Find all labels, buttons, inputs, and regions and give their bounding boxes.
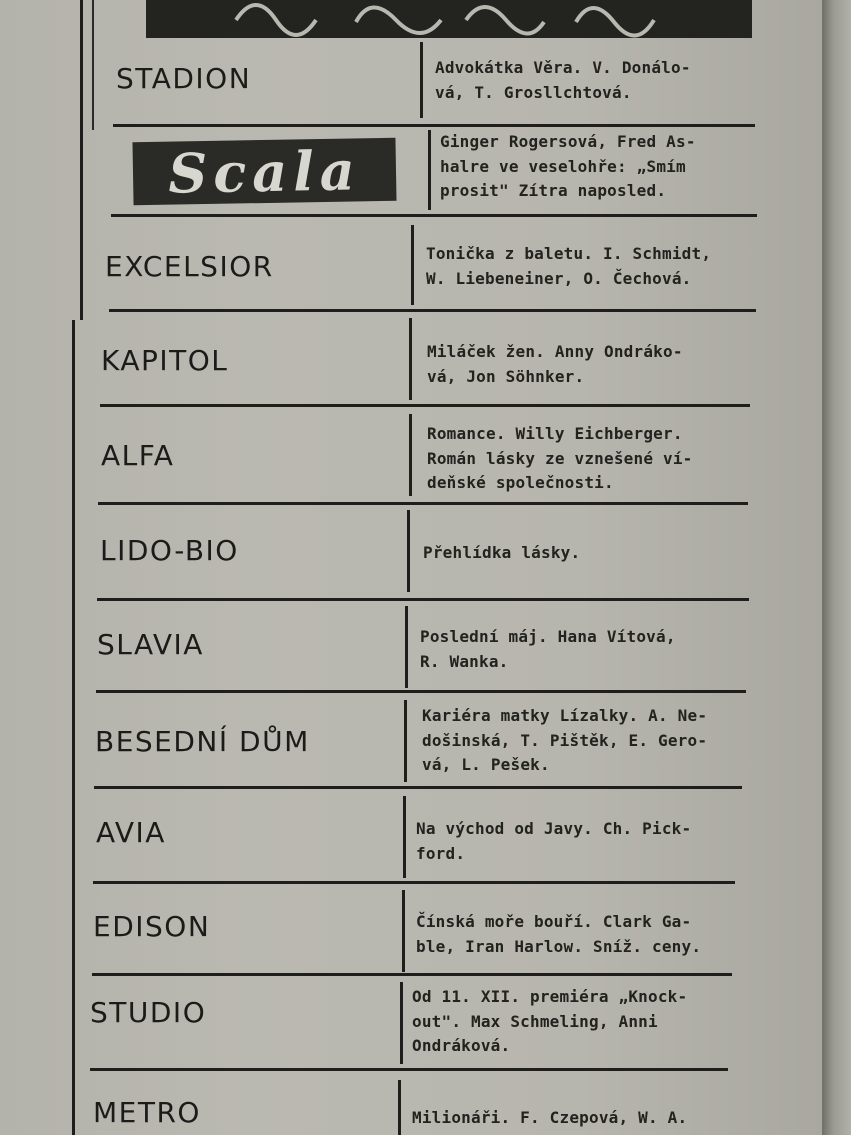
description-line: Tonička z baletu. I. Schmidt, (426, 244, 712, 263)
description-line: Milionáři. F. Czepová, W. A. (412, 1108, 688, 1127)
description-line: Kariéra matky Lízalky. A. Ne- (422, 706, 708, 725)
program-description (435, 56, 691, 105)
program-description (427, 422, 693, 496)
column-divider (420, 42, 423, 118)
description-line: Ondráková. (412, 1036, 511, 1055)
column-divider (409, 318, 412, 400)
description-line: out". Max Schmeling, Anni (412, 1011, 658, 1031)
row-rule (111, 214, 757, 217)
page-edge-shadow (822, 0, 851, 1135)
column-divider (402, 890, 405, 972)
cinema-name: EDISON (93, 910, 211, 943)
program-description (416, 817, 691, 866)
cinema-name: LIDO-BIO (100, 534, 239, 567)
description-line: prosit" Zítra naposled. (440, 181, 667, 200)
description-line: Román lásky ze vznešené ví- (427, 448, 693, 468)
cinema-name: ALFA (101, 439, 175, 472)
column-divider (409, 414, 412, 496)
description-line: došinská, T. Pištěk, E. Gero- (422, 730, 708, 750)
column-divider (411, 225, 414, 305)
row-rule (97, 598, 749, 601)
row-rule (98, 502, 748, 505)
program-description (423, 541, 580, 566)
program-description (422, 704, 707, 778)
description-line: Na východ od Javy. Ch. Pick- (416, 819, 692, 838)
cinema-name: METRO (93, 1096, 201, 1129)
cinema-name: STUDIO (90, 996, 207, 1029)
program-description (426, 242, 711, 291)
description-line: Čínská moře bouří. Clark Ga- (416, 912, 692, 931)
row-rule (93, 881, 735, 884)
cinema-name: STADION (116, 62, 252, 95)
program-description (427, 340, 683, 389)
row-rule (100, 404, 750, 407)
column-divider (400, 982, 403, 1064)
header-banner (146, 0, 752, 38)
row-rule (109, 309, 756, 312)
margin-rule (92, 0, 94, 130)
description-line: Přehlídka lásky. (423, 543, 581, 562)
column-divider (404, 700, 407, 782)
program-description (420, 625, 676, 674)
column-divider (398, 1080, 401, 1135)
description-line: ble, Iran Harlow. Sníž. ceny. (416, 936, 702, 956)
program-description (416, 910, 701, 959)
description-line: Ginger Rogersová, Fred As- (440, 132, 696, 151)
row-rule (96, 690, 746, 693)
description-line: deňské společnosti. (427, 473, 614, 492)
margin-rule (80, 0, 83, 320)
description-line: Romance. Willy Eichberger. (427, 424, 683, 443)
program-description (412, 1106, 687, 1131)
scala-logo-text: Scala (167, 137, 362, 206)
description-line: Advokátka Věra. V. Donálo- (435, 58, 691, 77)
cinema-name: BESEDNÍ DŮM (95, 725, 310, 758)
program-description (412, 985, 687, 1059)
description-line: vá, Jon Söhnker. (427, 366, 585, 386)
row-rule (90, 1068, 728, 1071)
description-line: Od 11. XII. premiéra „Knock- (412, 987, 688, 1006)
cinema-name: SLAVIA (97, 628, 204, 661)
margin-rule (72, 320, 75, 1135)
description-line: W. Liebeneiner, O. Čechová. (426, 268, 692, 288)
cinema-name: EXCELSIOR (105, 250, 274, 283)
banner-decoration-icon (146, 0, 752, 38)
description-line: R. Wanka. (420, 651, 509, 671)
column-divider (405, 606, 408, 688)
program-description (440, 130, 696, 204)
description-line: halre ve veselohře: „Smím (440, 156, 686, 176)
description-line: vá, L. Pešek. (422, 755, 550, 774)
description-line: Miláček žen. Anny Ondráko- (427, 342, 683, 361)
description-line: ford. (416, 843, 466, 863)
row-rule (94, 786, 742, 789)
cinema-name: KAPITOL (101, 344, 229, 377)
description-line: vá, T. Grosllchtová. (435, 82, 632, 102)
row-rule (92, 973, 732, 976)
row-rule (113, 124, 755, 127)
column-divider (428, 130, 431, 210)
scala-logo (132, 138, 396, 206)
cinema-name: AVIA (96, 816, 166, 849)
column-divider (403, 796, 406, 878)
column-divider (407, 510, 410, 592)
description-line: Poslední máj. Hana Vítová, (420, 627, 676, 646)
